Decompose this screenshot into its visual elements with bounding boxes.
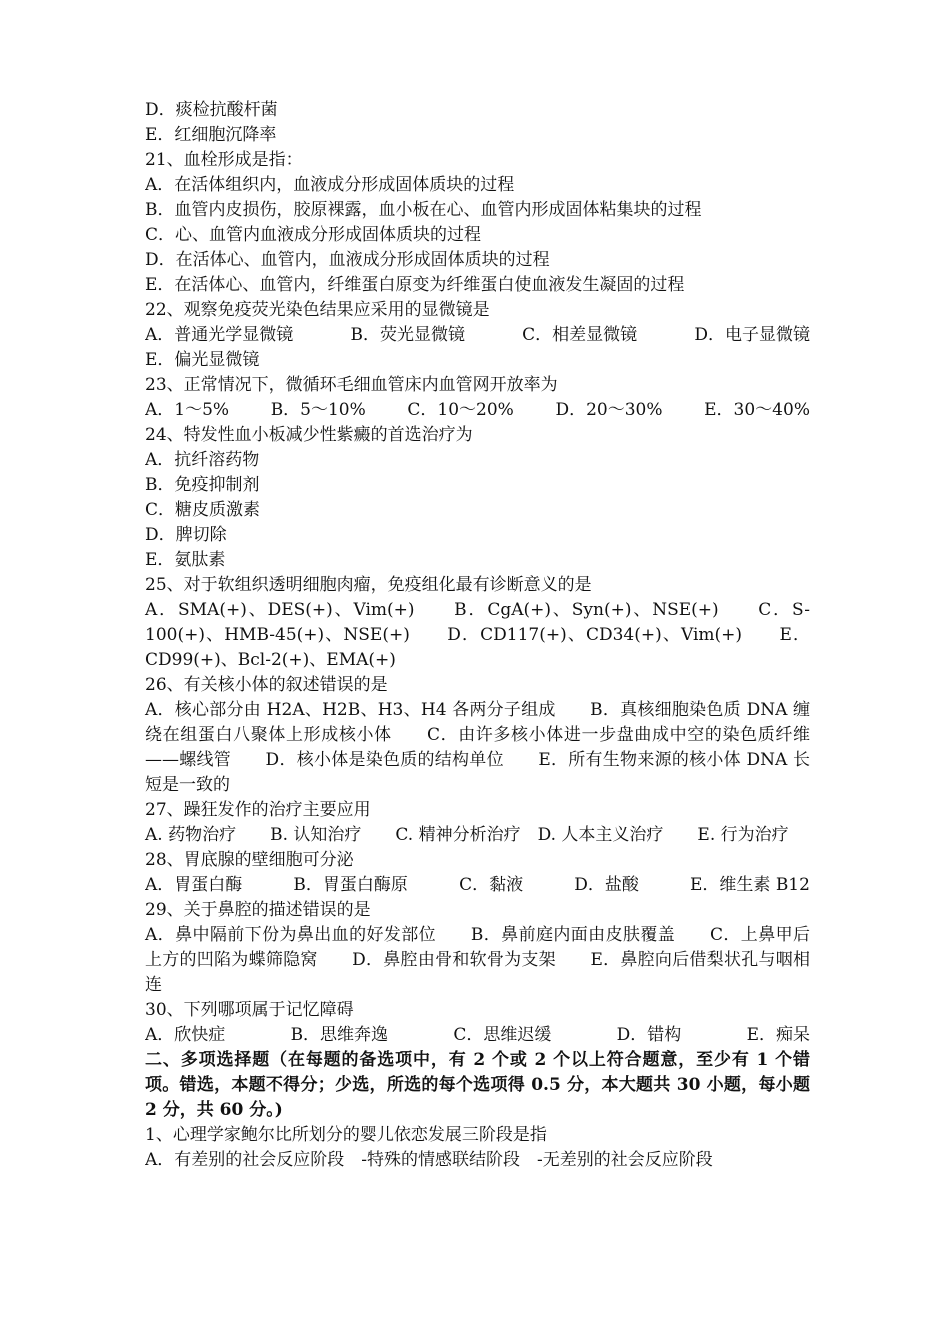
question-26-options: A．核心部分由 H2A、H2B、H3、H4 各两分子组成 B．真核细胞染色质 DNA 缠绕在组蛋白八聚体上形成核小体 C．由许多核小体进一步盘曲成中空的染色质纤维——螺线管 D．核小体是染色质的结构单位 E．所有生物来源的核小体 DNA 长短是一致的 — [145, 700, 810, 795]
question-21-option-a: A．在活体组织内，血液成分形成固体质块的过程 — [145, 175, 515, 195]
question-28-option-c: C．黏液 — [459, 875, 524, 895]
question-21-option-c: C．心、血管内血液成分形成固体质块的过程 — [145, 225, 482, 245]
question-23-option-e: E．30～40% — [704, 400, 810, 420]
question-26-stem: 26、有关核小体的叙述错误的是 — [145, 675, 388, 695]
question-27-options: A. 药物治疗 B. 认知治疗 C. 精神分析治疗 D. 人本主义治疗 E. 行为治疗 — [145, 825, 789, 845]
question-28-options — [145, 873, 810, 898]
question-23-option-b: B．5～10% — [270, 400, 366, 420]
question-21-option-d: D．在活体心、血管内，血液成分形成固体质块的过程 — [145, 250, 550, 270]
question-30-option-e: E．痴呆 — [746, 1025, 810, 1045]
question-23-option-c: C．10～20% — [407, 400, 514, 420]
question-25-stem: 25、对于软组织透明细胞肉瘤，免疫组化最有诊断意义的是 — [145, 575, 592, 595]
exam-content — [145, 98, 810, 1173]
question-24-option-a: A．抗纤溶药物 — [145, 450, 260, 470]
question-30-option-b: B．思维奔逸 — [290, 1025, 389, 1045]
question-30-option-d: D．错构 — [616, 1025, 682, 1045]
question-22-option-d: D．电子显微镜 — [694, 325, 810, 345]
question-27-stem: 27、躁狂发作的治疗主要应用 — [145, 800, 371, 820]
question-23-stem: 23、正常情况下，微循环毛细血管床内血管网开放率为 — [145, 375, 558, 395]
multi-question-1-stem: 1、心理学家鲍尔比所划分的婴儿依恋发展三阶段是指 — [145, 1125, 547, 1145]
question-25-options: A．SMA(+)、DES(+)、Vim(+) B．CgA(+)、Syn(+)、NSE(+) C．S-100(+)、HMB-45(+)、NSE(+) D．CD117(+)、CD34(+)、Vim(+) E．CD99(+)、Bcl-2(+)、EMA(+) — [145, 600, 810, 670]
question-21-option-e: E．在活体心、血管内，纤维蛋白原变为纤维蛋白使血液发生凝固的过程 — [145, 275, 685, 295]
question-30-stem: 30、下列哪项属于记忆障碍 — [145, 1000, 354, 1020]
question-30-option-c: C．思维迟缓 — [453, 1025, 552, 1045]
question-21-stem: 21、血栓形成是指： — [145, 150, 303, 170]
question-24-option-c: C．糖皮质激素 — [145, 500, 261, 520]
question-22-option-c: C．相差显微镜 — [522, 325, 638, 345]
question-24-option-e: E．氨肽素 — [145, 550, 226, 570]
question-22-option-b: B．荧光显微镜 — [350, 325, 465, 345]
question-29-options: A．鼻中隔前下份为鼻出血的好发部位 B．鼻前庭内面由皮肤覆盖 C．上鼻甲后上方的凹陷为蝶筛隐窝 D．鼻腔由骨和软骨为支架 E．鼻腔向后借梨状孔与咽相连 — [145, 925, 810, 995]
section-heading-multiple-choice: 二、多项选择题（在每题的备选项中，有 2 个或 2 个以上符合题意，至少有 1 个错项。错选，本题不得分；少选，所选的每个选项得 0.5 分，本大题共 30 小题，每小题 2 分，共 60 分。) — [145, 1050, 810, 1120]
question-29-stem: 29、关于鼻腔的描述错误的是 — [145, 900, 371, 920]
question-22-options — [145, 323, 810, 348]
question-21-option-b: B．血管内皮损伤，胶原裸露，血小板在心、血管内形成固体粘集块的过程 — [145, 200, 702, 220]
question-28-stem: 28、胃底腺的壁细胞可分泌 — [145, 850, 354, 870]
question-24-option-b: B．免疫抑制剂 — [145, 475, 260, 495]
question-22-stem: 22、观察免疫荧光染色结果应采用的显微镜是 — [145, 300, 490, 320]
question-23-options — [145, 398, 810, 423]
question-22-option-a: A．普通光学显微镜 — [145, 325, 294, 345]
question-24-option-d: D．脾切除 — [145, 525, 227, 545]
option-line: D．痰检抗酸杆菌 — [145, 100, 278, 120]
question-30-option-a: A．欣快症 — [145, 1025, 226, 1045]
question-28-option-e: E．维生素 B12 — [690, 875, 810, 895]
question-23-option-d: D．20～30% — [555, 400, 663, 420]
question-28-option-b: B．胃蛋白酶原 — [293, 875, 408, 895]
question-24-stem: 24、特发性血小板减少性紫癜的首选治疗为 — [145, 425, 473, 445]
question-30-options — [145, 1023, 810, 1048]
question-22-option-e: E．偏光显微镜 — [145, 350, 260, 370]
question-28-option-d: D．盐酸 — [574, 875, 639, 895]
question-23-option-a: A．1～5% — [145, 400, 230, 420]
option-line: E．红细胞沉降率 — [145, 125, 277, 145]
multi-question-1-option-a: A．有差别的社会反应阶段 -特殊的情感联结阶段 -无差别的社会反应阶段 — [145, 1150, 713, 1170]
question-28-option-a: A．胃蛋白酶 — [145, 875, 243, 895]
